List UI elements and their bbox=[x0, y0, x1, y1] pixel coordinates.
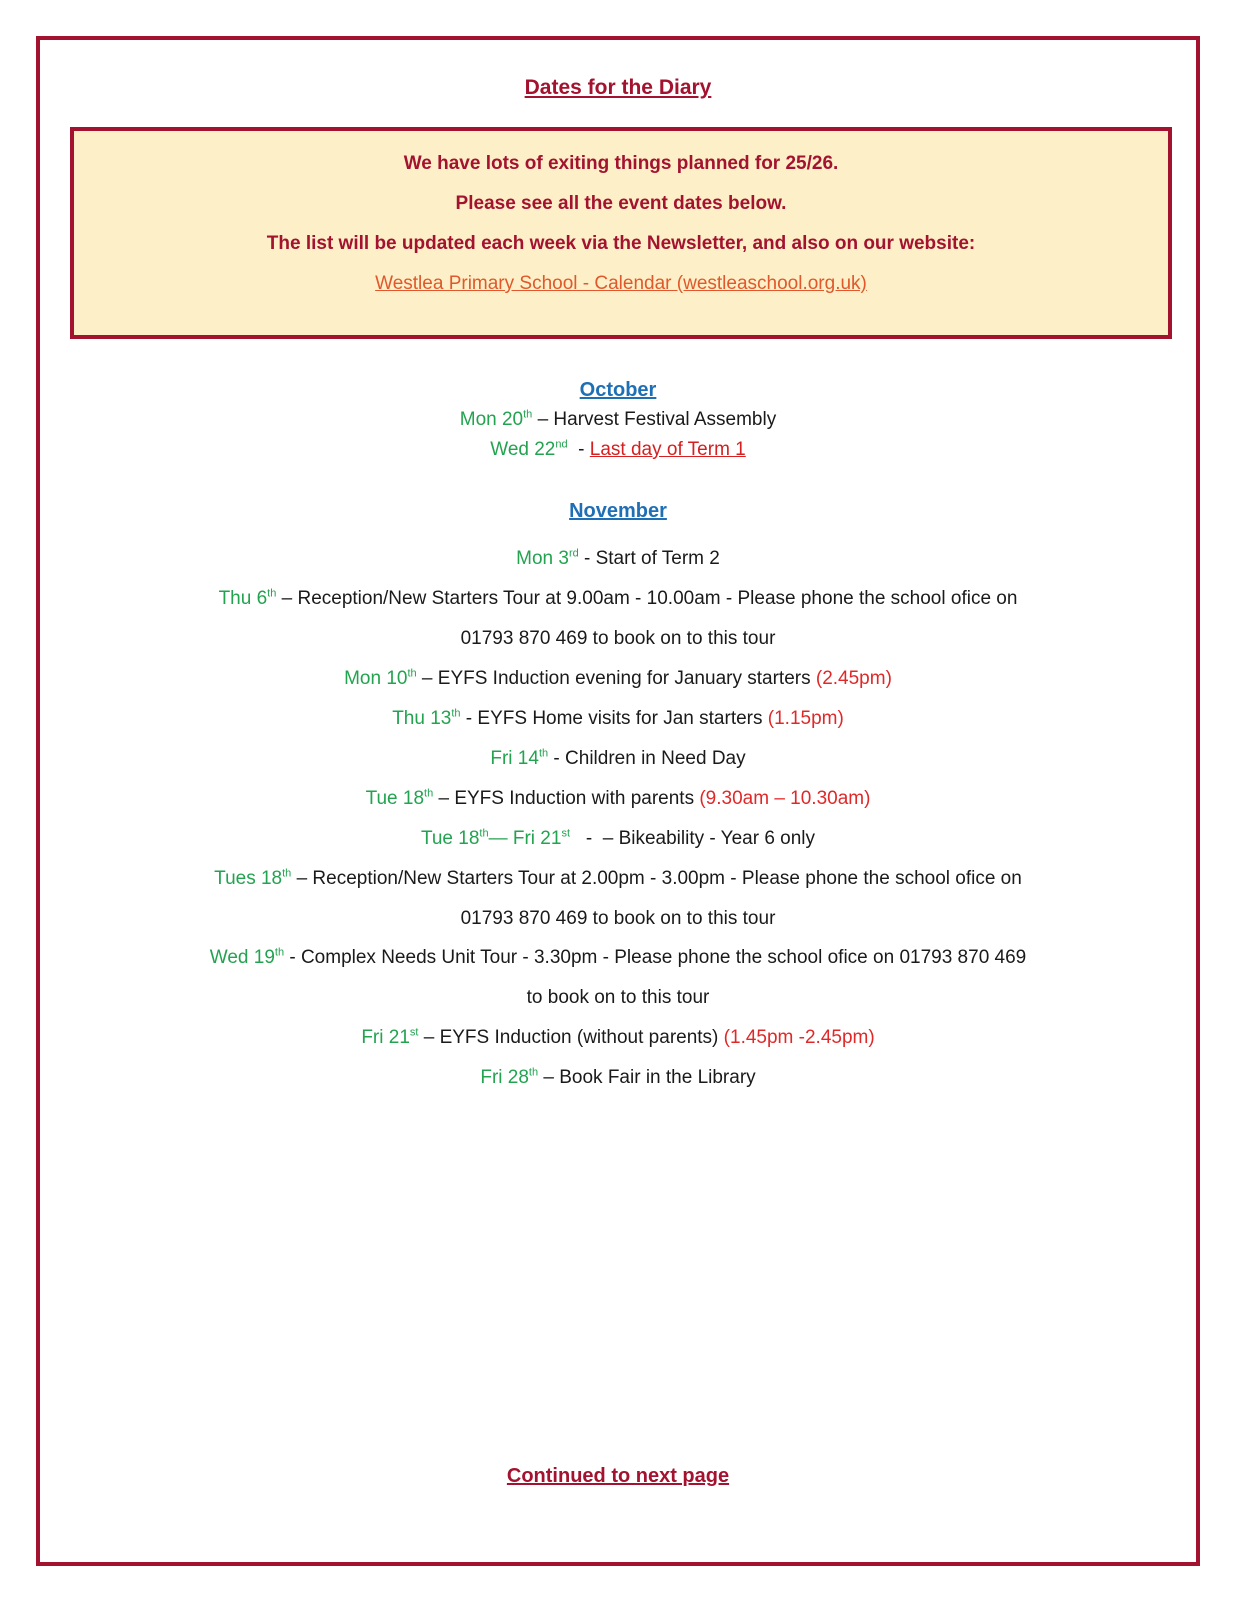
event-time: (9.30am – 10.30am) bbox=[699, 788, 871, 809]
event-date: Tues 18th bbox=[214, 867, 292, 889]
event-date: Fri 21st bbox=[361, 1026, 419, 1048]
notice-box bbox=[70, 127, 1172, 339]
event-line bbox=[0, 1027, 1236, 1049]
event-date: Mon 3rd bbox=[516, 547, 579, 569]
event-line bbox=[0, 1067, 1236, 1089]
event-line bbox=[0, 439, 1236, 461]
event-line-continued: to book on to this tour bbox=[526, 987, 710, 1008]
event-line bbox=[0, 788, 1236, 810]
event-text: - – Bikeability - Year 6 only bbox=[570, 828, 816, 849]
calendar-link[interactable]: Westlea Primary School - Calendar (westleaschool.org.uk) bbox=[375, 273, 867, 294]
notice-line-1: We have lots of exiting things planned for 25/26. bbox=[403, 153, 839, 174]
event-date: Fri 14th bbox=[490, 747, 549, 769]
month-heading-november: November bbox=[569, 500, 667, 522]
notice-line-3: The list will be updated each week via the Newsletter, and also on our website: bbox=[266, 233, 976, 254]
event-text: – Reception/New Starters Tour at 2.00pm - 3.00pm - Please phone the school ofice on bbox=[291, 868, 1022, 889]
event-line-continued: 01793 870 469 to book on to this tour bbox=[460, 908, 776, 929]
event-time: (1.15pm) bbox=[767, 708, 844, 729]
event-line bbox=[0, 868, 1236, 890]
page-title: Dates for the Diary bbox=[524, 76, 712, 99]
event-line bbox=[0, 748, 1236, 770]
notice-line-2: Please see all the event dates below. bbox=[455, 193, 787, 214]
event-text: - Complex Needs Unit Tour - 3.30pm - Please phone the school ofice on 01793 870 469 bbox=[284, 947, 1027, 968]
event-line bbox=[0, 828, 1236, 850]
event-time: (1.45pm -2.45pm) bbox=[723, 1027, 875, 1048]
event-date: Tue 18th bbox=[365, 787, 434, 809]
event-line bbox=[0, 588, 1236, 610]
event-text: - EYFS Home visits for Jan starters bbox=[460, 708, 768, 729]
event-date: Fri 28th bbox=[480, 1066, 539, 1088]
continued-next-page-link[interactable]: Continued to next page bbox=[506, 1465, 730, 1487]
event-date: Tue 18th— Fri 21st bbox=[420, 827, 571, 849]
event-text: – EYFS Induction (without parents) bbox=[418, 1027, 724, 1048]
event-date: Mon 10th bbox=[344, 667, 417, 689]
event-line-continued: 01793 870 469 to book on to this tour bbox=[460, 628, 776, 649]
event-date: Wed 22nd bbox=[490, 438, 568, 460]
event-time: (2.45pm) bbox=[815, 668, 892, 689]
event-date: Mon 20th bbox=[459, 408, 533, 430]
event-text: – EYFS Induction with parents bbox=[433, 788, 700, 809]
event-line bbox=[0, 548, 1236, 570]
event-text: - Children in Need Day bbox=[548, 748, 746, 769]
event-line bbox=[0, 409, 1236, 431]
event-date: Wed 19th bbox=[209, 946, 285, 968]
event-line bbox=[0, 668, 1236, 690]
last-day-term-link[interactable]: Last day of Term 1 bbox=[589, 439, 746, 460]
event-separator: - bbox=[567, 439, 590, 460]
month-heading-october: October bbox=[579, 379, 657, 401]
event-date: Thu 6th bbox=[218, 587, 277, 609]
event-text: - Start of Term 2 bbox=[578, 548, 720, 569]
event-date: Thu 13th bbox=[392, 707, 461, 729]
event-line bbox=[0, 708, 1236, 730]
event-text: – Reception/New Starters Tour at 9.00am - 10.00am - Please phone the school ofice on bbox=[276, 588, 1018, 609]
event-line bbox=[0, 947, 1236, 969]
event-text: – EYFS Induction evening for January starters bbox=[416, 668, 816, 689]
event-text: – Book Fair in the Library bbox=[538, 1067, 756, 1088]
event-text: – Harvest Festival Assembly bbox=[532, 409, 777, 430]
